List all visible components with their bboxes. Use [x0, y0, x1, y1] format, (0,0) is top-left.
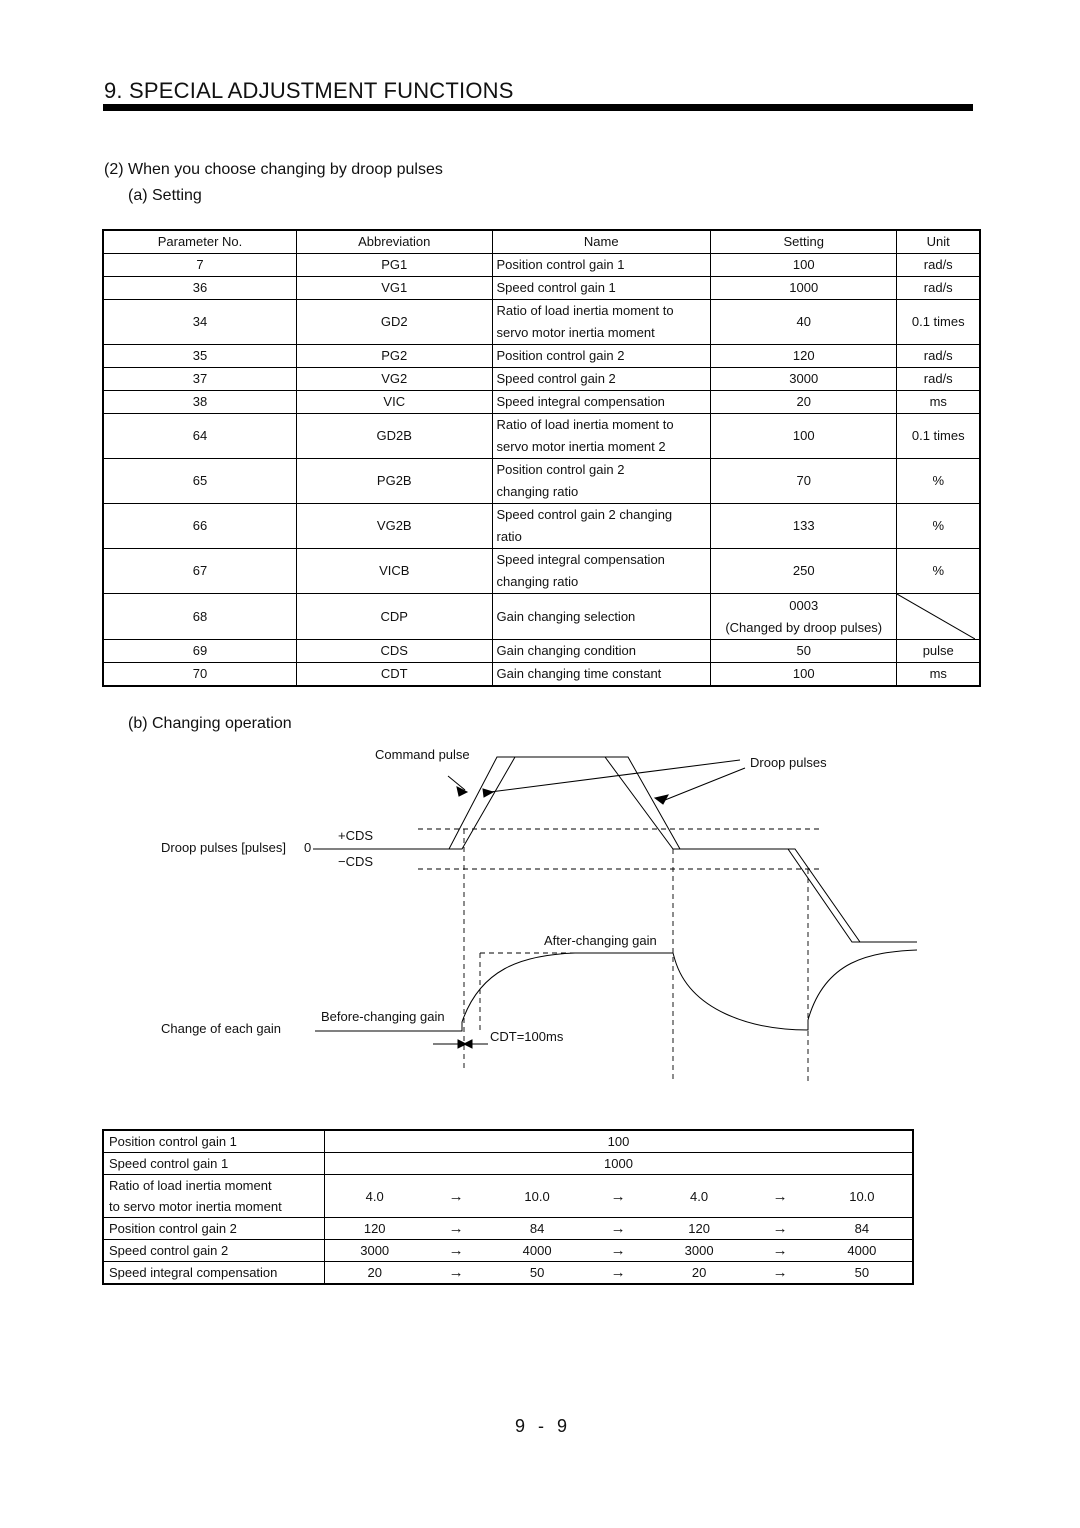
- minus-cds-label: −CDS: [338, 854, 374, 869]
- arrow-right-icon: →: [748, 1262, 811, 1285]
- header-unit: Unit: [897, 230, 980, 254]
- name-line-2: changing ratio: [496, 574, 579, 589]
- table-row: [103, 414, 980, 459]
- gain-table-row: [103, 1130, 913, 1153]
- header-setting: Setting: [710, 230, 897, 254]
- setting-cell: 100: [710, 663, 897, 687]
- setting-cell: 133: [710, 504, 897, 549]
- table-row: [103, 254, 980, 277]
- name-line-1: Speed control gain 2 changing: [496, 507, 673, 522]
- name-cell: Position control gain 2: [492, 345, 710, 368]
- name-cell: Gain changing time constant: [492, 663, 710, 687]
- diagonal-slash: [897, 594, 975, 639]
- arrow-right-icon: →: [586, 1240, 649, 1262]
- gain-value-cell: 10.0: [488, 1175, 587, 1218]
- parameter-no-cell: 37: [103, 368, 296, 391]
- setting-cell: 70: [710, 459, 897, 504]
- abbreviation-cell: PG1: [296, 254, 492, 277]
- gain-value-cell: 50: [812, 1262, 913, 1285]
- gain-value-cell: 4.0: [650, 1175, 749, 1218]
- gain-value-cell: 10.0: [812, 1175, 913, 1218]
- name-line-1: Ratio of load inertia moment to: [496, 417, 674, 432]
- abbreviation-cell: PG2: [296, 345, 492, 368]
- arrow-right-icon: →: [424, 1175, 487, 1218]
- unit-cell: 0.1 times: [897, 414, 980, 459]
- unit-cell: ms: [897, 391, 980, 414]
- name-cell: [492, 300, 710, 345]
- unit-cell: rad/s: [897, 277, 980, 300]
- gain-table-row: [103, 1240, 913, 1262]
- name-line-1: Speed integral compensation: [496, 552, 665, 567]
- table-row: [103, 391, 980, 414]
- header-parameter-no: Parameter No.: [103, 230, 296, 254]
- gain-value-cell: 4000: [488, 1240, 587, 1262]
- table-row: [103, 640, 980, 663]
- cdt-label: CDT=100ms: [490, 1029, 564, 1044]
- setting-line-2: (Changed by droop pulses): [725, 619, 883, 635]
- before-changing-gain-label: Before-changing gain: [321, 1009, 445, 1024]
- unit-cell-empty: [897, 594, 980, 640]
- page-number: 9 - 9: [515, 1416, 572, 1436]
- abbreviation-cell: PG2B: [296, 459, 492, 504]
- gain-name-cell: Speed integral compensation: [103, 1262, 325, 1285]
- setting-cell: [710, 594, 897, 640]
- gain-value-cell: 1000: [325, 1153, 914, 1175]
- table-row: [103, 594, 980, 640]
- setting-cell: 100: [710, 414, 897, 459]
- arrow-right-icon: →: [424, 1262, 487, 1285]
- parameter-no-cell: 64: [103, 414, 296, 459]
- gain-value-cell: 120: [650, 1218, 749, 1240]
- gain-table-row: [103, 1262, 913, 1285]
- subsection-a-heading: (a) Setting: [128, 187, 202, 204]
- command-pulse-label: Command pulse: [375, 747, 470, 762]
- name-cell: Speed control gain 2: [492, 368, 710, 391]
- page-title: 9. SPECIAL ADJUSTMENT FUNCTIONS: [104, 78, 514, 103]
- unit-cell: %: [897, 549, 980, 594]
- abbreviation-cell: GD2B: [296, 414, 492, 459]
- name-line-2: ratio: [496, 529, 522, 544]
- setting-cell: 250: [710, 549, 897, 594]
- gain-value-cell: 100: [325, 1130, 914, 1153]
- name-cell: Position control gain 1: [492, 254, 710, 277]
- gain-value-cell: 50: [488, 1262, 587, 1285]
- table-row: [103, 504, 980, 549]
- gain-name-cell: Position control gain 1: [103, 1130, 325, 1153]
- parameter-table: [102, 229, 981, 687]
- table-row: [103, 368, 980, 391]
- setting-cell: 40: [710, 300, 897, 345]
- subsection-b-heading: (b) Changing operation: [128, 715, 292, 732]
- gain-table-row: [103, 1175, 913, 1218]
- droop-pulse-line: [425, 757, 917, 942]
- name-cell: Speed control gain 1: [492, 277, 710, 300]
- gain-table-row: [103, 1218, 913, 1240]
- gain-name-line-1: Ratio of load inertia moment: [109, 1178, 272, 1193]
- abbreviation-cell: VIC: [296, 391, 492, 414]
- name-cell: [492, 459, 710, 504]
- gain-value-cell: 84: [488, 1218, 587, 1240]
- gain-values-table: [102, 1129, 914, 1285]
- parameter-no-cell: 69: [103, 640, 296, 663]
- zero-label: 0: [304, 840, 312, 855]
- header-abbreviation: Abbreviation: [296, 230, 492, 254]
- name-cell: [492, 549, 710, 594]
- setting-cell: 3000: [710, 368, 897, 391]
- gain-table-row: [103, 1153, 913, 1175]
- arrow-right-icon: →: [748, 1218, 811, 1240]
- arrow-right-icon: →: [586, 1218, 649, 1240]
- abbreviation-cell: CDS: [296, 640, 492, 663]
- arrow-right-icon: →: [424, 1218, 487, 1240]
- unit-cell: rad/s: [897, 254, 980, 277]
- gain-value-cell: 3000: [650, 1240, 749, 1262]
- unit-cell: %: [897, 504, 980, 549]
- gain-name-cell: [103, 1175, 325, 1218]
- name-cell: [492, 504, 710, 549]
- gain-name-cell: Position control gain 2: [103, 1218, 325, 1240]
- setting-cell: 50: [710, 640, 897, 663]
- name-line-2: servo motor inertia moment 2: [496, 439, 666, 454]
- name-line-1: Position control gain 2: [496, 462, 625, 477]
- gain-name-cell: Speed control gain 2: [103, 1240, 325, 1262]
- arrow-right-icon: →: [748, 1175, 811, 1218]
- setting-cell: 20: [710, 391, 897, 414]
- unit-cell: rad/s: [897, 345, 980, 368]
- arrow-right-icon: →: [424, 1240, 487, 1262]
- setting-cell: 120: [710, 345, 897, 368]
- setting-line-1: 0003: [789, 597, 819, 613]
- gain-value-cell: 4000: [812, 1240, 913, 1262]
- abbreviation-cell: CDP: [296, 594, 492, 640]
- setting-cell: 100: [710, 254, 897, 277]
- name-line-1: Ratio of load inertia moment to: [496, 303, 674, 318]
- abbreviation-cell: VICB: [296, 549, 492, 594]
- parameter-no-cell: 34: [103, 300, 296, 345]
- gain-name-cell: Speed control gain 1: [103, 1153, 325, 1175]
- droop-pulses-axis-label: Droop pulses [pulses]: [161, 840, 287, 855]
- table-row: [103, 549, 980, 594]
- gain-value-cell: 4.0: [325, 1175, 425, 1218]
- arrow-right-icon: →: [748, 1240, 811, 1262]
- title-rule: [103, 104, 973, 111]
- setting-cell: 1000: [710, 277, 897, 300]
- header-name: Name: [492, 230, 710, 254]
- parameter-no-cell: 36: [103, 277, 296, 300]
- parameter-table-header: [103, 230, 980, 254]
- parameter-no-cell: 70: [103, 663, 296, 687]
- unit-cell: ms: [897, 663, 980, 687]
- name-cell: Gain changing condition: [492, 640, 710, 663]
- unit-cell: pulse: [897, 640, 980, 663]
- arrow-right-icon: →: [586, 1262, 649, 1285]
- parameter-no-cell: 66: [103, 504, 296, 549]
- abbreviation-cell: VG2B: [296, 504, 492, 549]
- plus-cds-label: +CDS: [338, 828, 374, 843]
- name-line-2: servo motor inertia moment: [496, 325, 655, 340]
- abbreviation-cell: VG1: [296, 277, 492, 300]
- gain-value-cell: 3000: [325, 1240, 425, 1262]
- name-cell: Speed integral compensation: [492, 391, 710, 414]
- parameter-no-cell: 35: [103, 345, 296, 368]
- name-cell: [492, 414, 710, 459]
- section-heading: (2) When you choose changing by droop pulses: [104, 161, 443, 178]
- table-row: [103, 277, 980, 300]
- name-line-2: changing ratio: [496, 484, 579, 499]
- parameter-no-cell: 7: [103, 254, 296, 277]
- gain-value-cell: 20: [325, 1262, 425, 1285]
- droop-pulses-label: Droop pulses: [750, 755, 827, 770]
- name-cell: Gain changing selection: [492, 594, 710, 640]
- gain-name-line-2: to servo motor inertia moment: [109, 1199, 282, 1214]
- change-of-each-gain-label: Change of each gain: [161, 1021, 281, 1036]
- abbreviation-cell: CDT: [296, 663, 492, 687]
- gain-value-cell: 120: [325, 1218, 425, 1240]
- unit-cell: 0.1 times: [897, 300, 980, 345]
- gain-value-cell: 84: [812, 1218, 913, 1240]
- abbreviation-cell: GD2: [296, 300, 492, 345]
- unit-cell: rad/s: [897, 368, 980, 391]
- table-row: [103, 345, 980, 368]
- arrow-right-icon: →: [586, 1175, 649, 1218]
- abbreviation-cell: VG2: [296, 368, 492, 391]
- table-row: [103, 300, 980, 345]
- unit-cell: %: [897, 459, 980, 504]
- after-changing-gain-label: After-changing gain: [544, 933, 657, 948]
- parameter-no-cell: 38: [103, 391, 296, 414]
- parameter-no-cell: 67: [103, 549, 296, 594]
- parameter-no-cell: 68: [103, 594, 296, 640]
- gain-value-cell: 20: [650, 1262, 749, 1285]
- table-row: [103, 663, 980, 687]
- parameter-no-cell: 65: [103, 459, 296, 504]
- table-row: [103, 459, 980, 504]
